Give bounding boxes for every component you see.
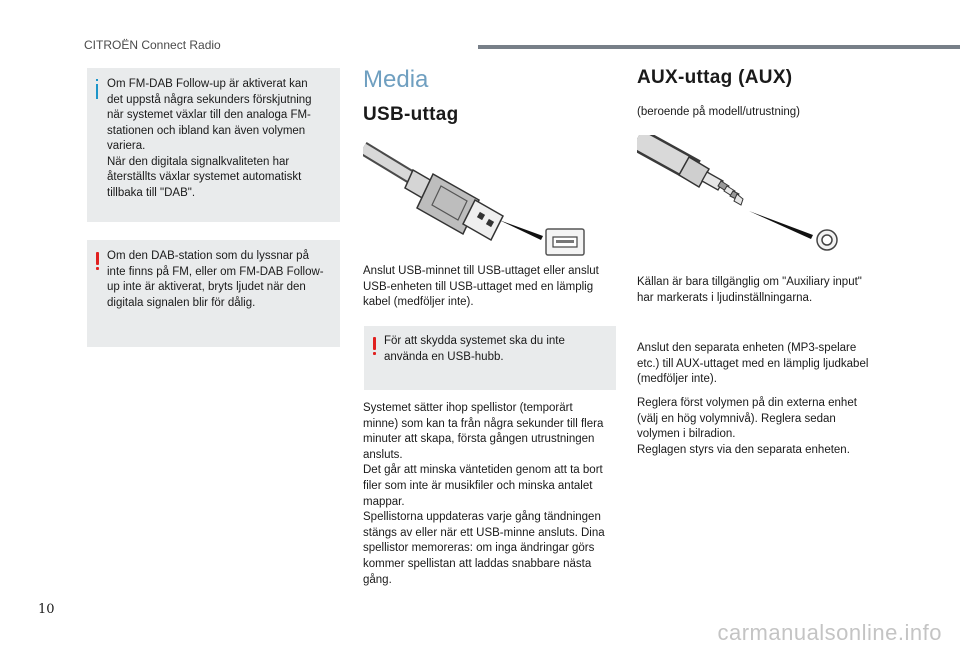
aux-paragraph-3: Reglera först volymen på din externa enhet (välj en hög volymnivå). Reglera sedan volymen i bilradion. Reglagen styrs via den separata enheten. (637, 397, 857, 456)
usb-port-icon (546, 229, 584, 255)
header-title: CITROËN Connect Radio (84, 38, 221, 52)
usb-paragraph: Anslut USB-minnet till USB-uttaget eller anslut USB-enheten till USB-uttaget med en lämplig kabel (medföljer inte). (363, 265, 599, 309)
usb-heading: USB-uttag (363, 104, 459, 125)
warning-icon (96, 252, 99, 265)
aux-port-icon (817, 230, 837, 250)
warning-note-text: Om den DAB-station som du lyssnar på inte finns på FM, eller om FM-DAB Follow- up inte är aktiverat, bryts ljudet när den digitala signalen blir för dålig. (107, 250, 324, 309)
usb-warning-text: För att skydda systemet ska du inte använda en USB-hubb. (384, 335, 565, 363)
info-icon (96, 79, 98, 81)
warning-icon (373, 337, 376, 350)
warning-note-box (87, 240, 340, 347)
info-note-text: Om FM-DAB Follow-up är aktiverat kan det uppstå några sekunders förskjutning när systemet växlar till den analoga FM- stationen och ibland kan även volymen variera. När den digitala signalkvaliteten har återställts växlar systemet automatiskt tillbaka till "DAB". (107, 78, 312, 199)
pointer-line (499, 220, 543, 240)
playlist-paragraph: Systemet sätter ihop spellistor (temporärt minne) som kan ta från några sekunder till flera minuter att skapa, första gången utrustningen ansluts. Det går att minska väntetiden genom att ta bort filer som inte är musikfiler och minska antalet mappar. Spellistorna uppdateras varje gång tändningen stängs av eller när ett USB-minne ansluts. Dina spellistor memoreras: om inga ändringar görs kommer spellistan att laddas snabbare nästa gång. (363, 402, 605, 586)
pointer-line (749, 211, 813, 239)
header-bar (478, 45, 960, 49)
section-title: Media (363, 66, 429, 93)
aux-heading: AUX-uttag (AUX) (637, 67, 793, 88)
aux-subtitle: (beroende på modell/utrustning) (637, 106, 801, 118)
info-icon-bar (96, 84, 98, 99)
warning-icon-dot (96, 267, 99, 270)
aux-paragraph-2: Anslut den separata enheten (MP3-spelare etc.) till AUX-uttaget med en lämplig ljudkabel (medföljer inte). (637, 342, 869, 386)
usb-illustration (363, 140, 593, 260)
usb-plug-icon (405, 170, 503, 240)
info-note-box (87, 68, 340, 222)
warning-icon-dot (373, 352, 376, 355)
page-number: 10 (38, 602, 55, 617)
usb-warning-box (364, 326, 616, 390)
watermark: carmanualsonline.info (717, 620, 942, 645)
aux-jack-icon (679, 157, 743, 205)
aux-paragraph-1: Källan är bara tillgänglig om "Auxiliary input" har markerats i ljudinställningarna. (637, 276, 862, 304)
aux-illustration (637, 135, 847, 255)
